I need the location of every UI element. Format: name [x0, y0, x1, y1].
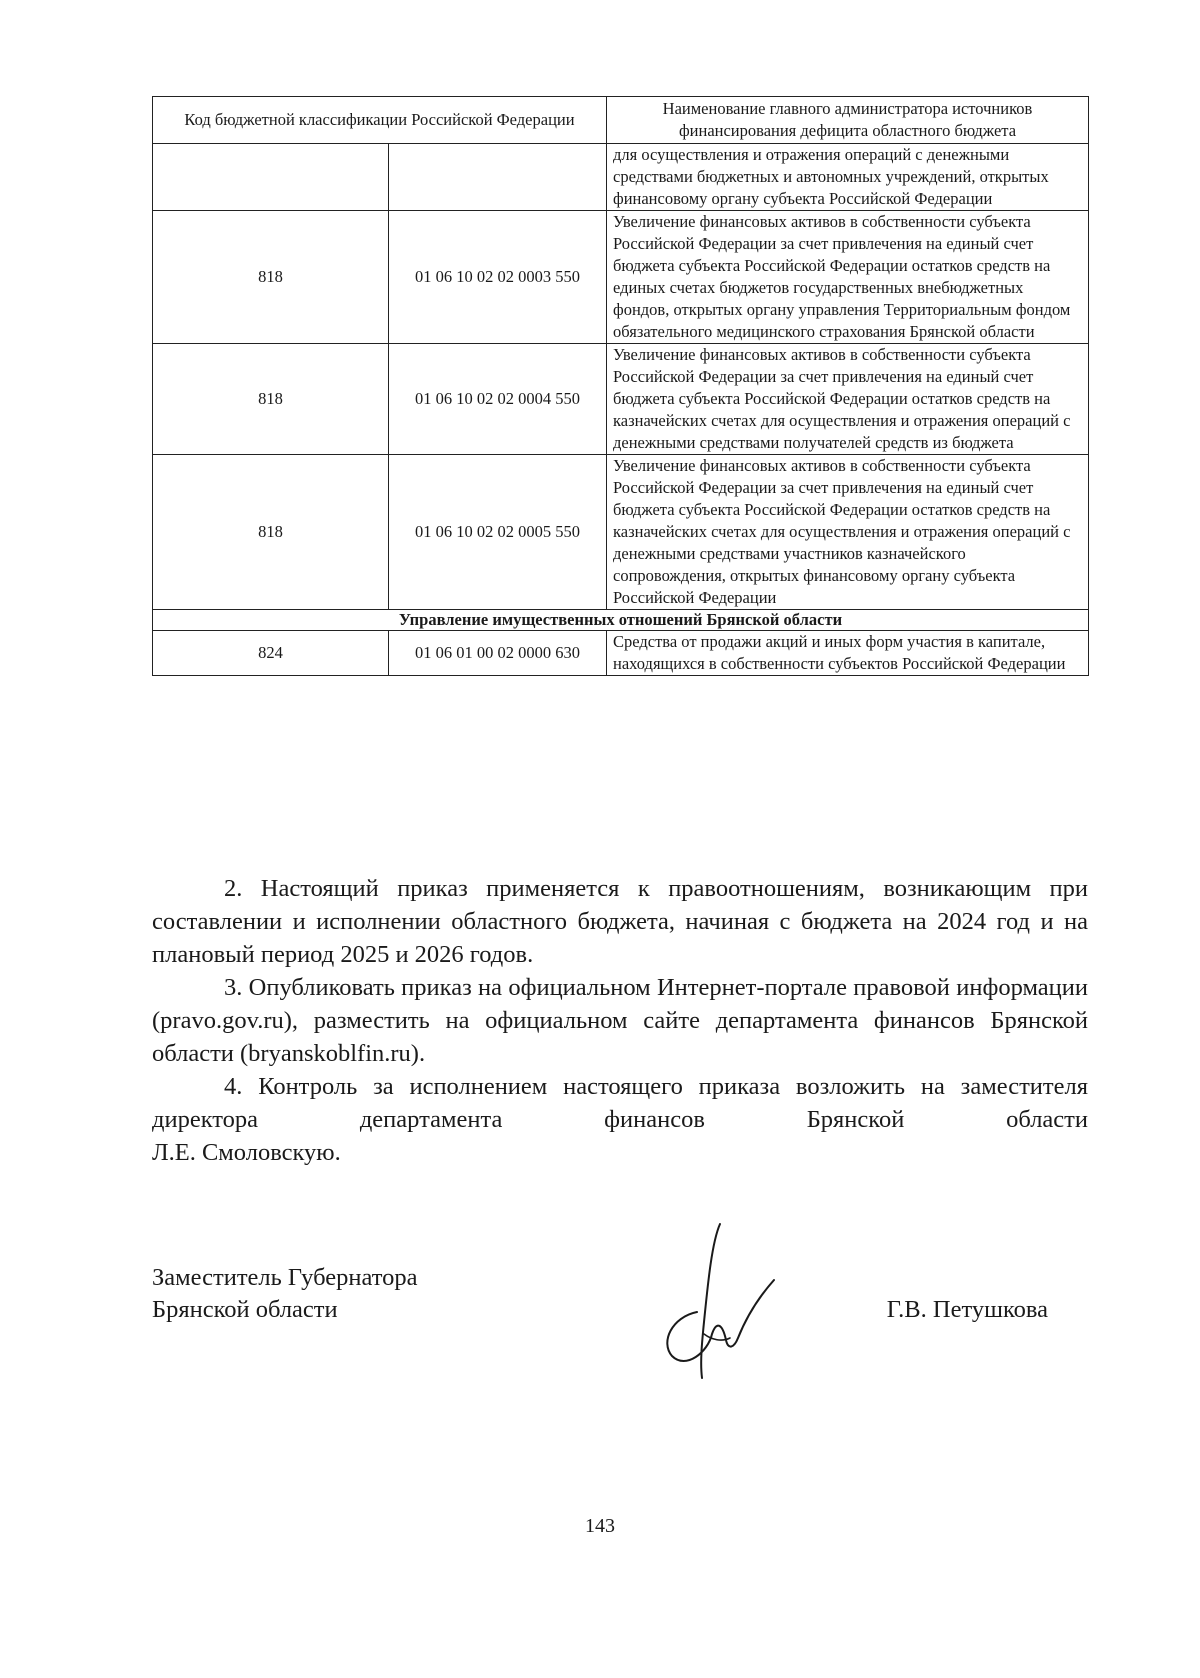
name-cell: Увеличение финансовых активов в собственности субъекта Российской Федерации за счет привлечения на единый счет бюджета субъекта Российской Федерации остатков средств на казначейских счетах для осуществления и отражения операций с денежными средствами получателей средств из бюджета	[607, 344, 1089, 455]
budget-classification-table	[152, 96, 1089, 676]
table-row	[153, 455, 1089, 610]
table-row	[153, 631, 1089, 676]
position-line-1: Заместитель Губернатора	[152, 1264, 418, 1291]
paragraph-3: 3. Опубликовать приказ на официальном Интернет-портале правовой информации (pravo.gov.ru), разместить на официальном сайте департамента финансов Брянской области (bryanskoblfin.ru).	[152, 974, 1088, 1067]
handwritten-signature-icon	[642, 1222, 782, 1382]
name-cell: Увеличение финансовых активов в собственности субъекта Российской Федерации за счет привлечения на единый счет бюджета субъекта Российской Федерации остатков средств на казначейских счетах для осуществления и отражения операций с денежными средствами участников казначейского сопровождения, открытых финансовому органу субъекта Российской Федерации	[607, 455, 1089, 610]
source-code-cell: 01 06 10 02 02 0003 550	[389, 211, 607, 344]
order-body-text	[152, 872, 1088, 1169]
source-code-cell: 01 06 10 02 02 0004 550	[389, 344, 607, 455]
admin-code-cell: 818	[153, 344, 389, 455]
source-code-cell	[389, 144, 607, 211]
admin-code-cell: 818	[153, 455, 389, 610]
name-cell: Средства от продажи акций и иных форм участия в капитале, находящихся в собственности субъектов Российской Федерации	[607, 631, 1089, 676]
paragraph-4-end: Л.Е. Смоловскую.	[152, 1139, 341, 1166]
admin-code-cell	[153, 144, 389, 211]
admin-code-cell: 824	[153, 631, 389, 676]
header-code-column: Код бюджетной классификации Российской Федерации	[153, 97, 607, 144]
page-number: 143	[585, 1515, 615, 1537]
header-name-column: Наименование главного администратора источников финансирования дефицита областного бюджета	[607, 97, 1089, 144]
signature-block	[152, 1262, 1088, 1422]
name-cell: для осуществления и отражения операций с денежными средствами бюджетных и автономных учреждений, открытых финансовому органу субъекта Российской Федерации	[607, 144, 1089, 211]
table-row	[153, 211, 1089, 344]
admin-code-cell: 818	[153, 211, 389, 344]
signatory-name: Г.В. Петушкова	[886, 1296, 1048, 1323]
source-code-cell: 01 06 01 00 02 0000 630	[389, 631, 607, 676]
signatory-position	[152, 1262, 417, 1326]
paragraph-2: 2. Настоящий приказ применяется к правоотношениям, возникающим при составлении и исполнении областного бюджета, начиная с бюджета на 2024 год и на плановый период 2025 и 2026 годов.	[152, 875, 1088, 968]
table-row	[153, 344, 1089, 455]
section-title: Управление имущественных отношений Брянской области	[153, 610, 1089, 631]
position-line-2: Брянской области	[152, 1296, 338, 1323]
section-header-row	[153, 610, 1089, 631]
table-row	[153, 144, 1089, 211]
source-code-cell: 01 06 10 02 02 0005 550	[389, 455, 607, 610]
table-header-row	[153, 97, 1089, 144]
paragraph-4: 4. Контроль за исполнением настоящего приказа возложить на заместителя директора департамента финансов Брянской области	[152, 1073, 1088, 1133]
name-cell: Увеличение финансовых активов в собственности субъекта Российской Федерации за счет привлечения на единый счет бюджета субъекта Российской Федерации остатков средств на единых счетах бюджетов государственных внебюджетных фондов, открытых органу управления Территориальным фондом обязательного медицинского страхования Брянской области	[607, 211, 1089, 344]
